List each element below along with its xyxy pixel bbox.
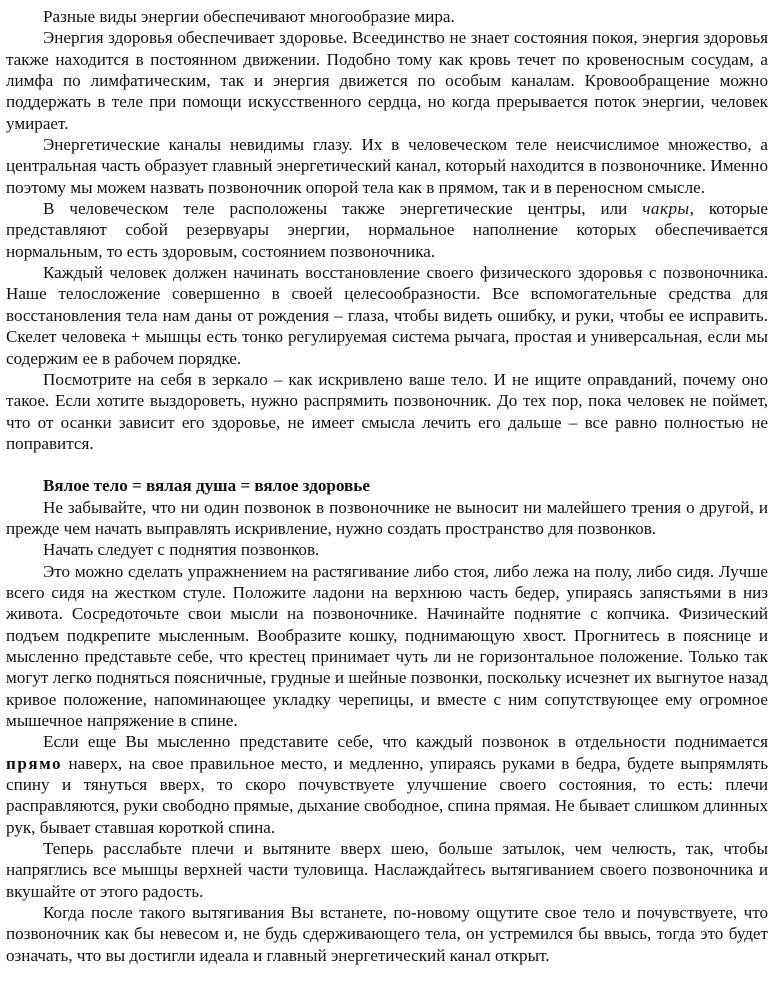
paragraph-relax-shoulders: Теперь расслабьте плечи и вытяните вверх шею, больше затылок, чем челюсть, так, чтобы напряглись все мышцы верхней части туловища. Наслаждайтесь вытягиванием своего позвоночника и вкушайте от этого радость.	[6, 839, 768, 901]
chakra-text-after: , которые представляют собой резервуары энергии, нормальное наполнение которых обеспечивается нормальным, то есть здоровым, состоянием позвоночника.	[6, 199, 768, 261]
paragraph-intro: Разные виды энергии обеспечивают многообразие мира.	[43, 7, 455, 26]
paragraph-health-energy: Энергия здоровья обеспечивает здоровье. Всеединство не знает состояния покоя, энергия здоровья также находится в постоянном движении. Подобно тому как кровь течет по кровеносным сосудам, а лимфа по лимфатическим, так и энергия движется по особым каналам. Кровообращение можно поддержать в теле при помощи искусственного сердца, но когда прерывается поток энергии, человек умирает.	[6, 28, 768, 133]
paragraph-restoration: Каждый человек должен начинать восстановление своего физического здоровья с позвоночника. Наше телосложение совершенно в своей целесообразности. Все вспомогательные средства для восстановления тела нам даны от рождения – глаза, чтобы видеть ошибку, и руки, чтобы ее исправить. Скелет человека + мышцы есть тонко регулируемая система рычага, простая и универсальная, если мы содержим ее в рабочем порядке.	[6, 263, 768, 368]
paragraph-chakras	[6, 198, 768, 262]
paragraph-weightless: Когда после такого вытягивания Вы встанете, по-новому ощутите свое тело и почувствуете, что позвоночник как бы невесом и, не будь сдерживающего тела, он устремился бы ввысь, тогда это будет означать, что вы достигли идеала и главный энергетический канал открыт.	[6, 903, 768, 965]
section-heading: Вялое тело = вялая душа = вялое здоровье	[43, 476, 370, 496]
straight-text-after: наверх, на свое правильное место, и медленно, упираясь руками в бедра, будете выпрямлять спину и тянуться вверх, то скоро почувствуете улучшение своего состояния, то есть: плечи расправляются, руки свободно прямые, дыхание свободное, спина прямая. Не бывает слишком длинных рук, бывает ставшая короткой спина.	[6, 753, 768, 837]
paragraph-energy-channels: Энергетические каналы невидимы глазу. Их в человеческом теле неисчислимое множество, а центральная часть образует главный энергетический канал, который находится в позвоночнике. Именно поэтому мы можем назвать позвоночник опорой тела как в прямом, так и в переносном смысле.	[6, 135, 768, 197]
paragraph-straight-up	[6, 731, 768, 838]
paragraph-exercise: Это можно сделать упражнением на растягивание либо стоя, либо лежа на полу, либо сидя. Лучше всего сидя на жестком стуле. Положите ладони на верхнюю часть бедер, упираясь запястьями в низ живота. Сосредоточьте свои мысли на позвоночнике. Начинайте поднятие с копчика. Физический подъем подкрепите мысленным. Вообразите кошку, поднимающую хвост. Прогнитесь в пояснице и мысленно представьте себе, что крестец принимает чуть ли не горизонтальное положение. Только так могут легко подняться поясничные, грудные и шейные позвонки, поскольку исчезнет их выгнутое назад кривое положение, напоминающее укладку черепицы, и вместе с ним сопутствующее ему огромное мышечное напряжение в спине.	[6, 561, 768, 730]
chakra-text-before: В человеческом теле расположены также энергетические центры, или	[43, 199, 643, 219]
paragraph-lifting: Начать следует с поднятия позвонков.	[43, 540, 320, 560]
paragraph-friction: Не забывайте, что ни один позвонок в позвоночнике не выносит ни малейшего трения о другой, и прежде чем начать выправлять искривление, нужно создать пространство для позвонков.	[6, 497, 768, 538]
straight-emphasis: прямо	[6, 753, 63, 773]
straight-text-before: Если еще Вы мысленно представите себе, что каждый позвонок в отдельности поднимается	[43, 732, 768, 752]
chakra-emphasis: чакры	[642, 199, 690, 219]
paragraph-mirror: Посмотрите на себя в зеркало – как искривлено ваше тело. И не ищите оправданий, почему оно такое. Если хотите выздороветь, нужно распрямить позвоночник. До тех пор, пока человек не поймет, что от осанки зависит его здоровье, не имеет смысла лечить его дальше – все равно полностью не поправится.	[6, 369, 768, 453]
